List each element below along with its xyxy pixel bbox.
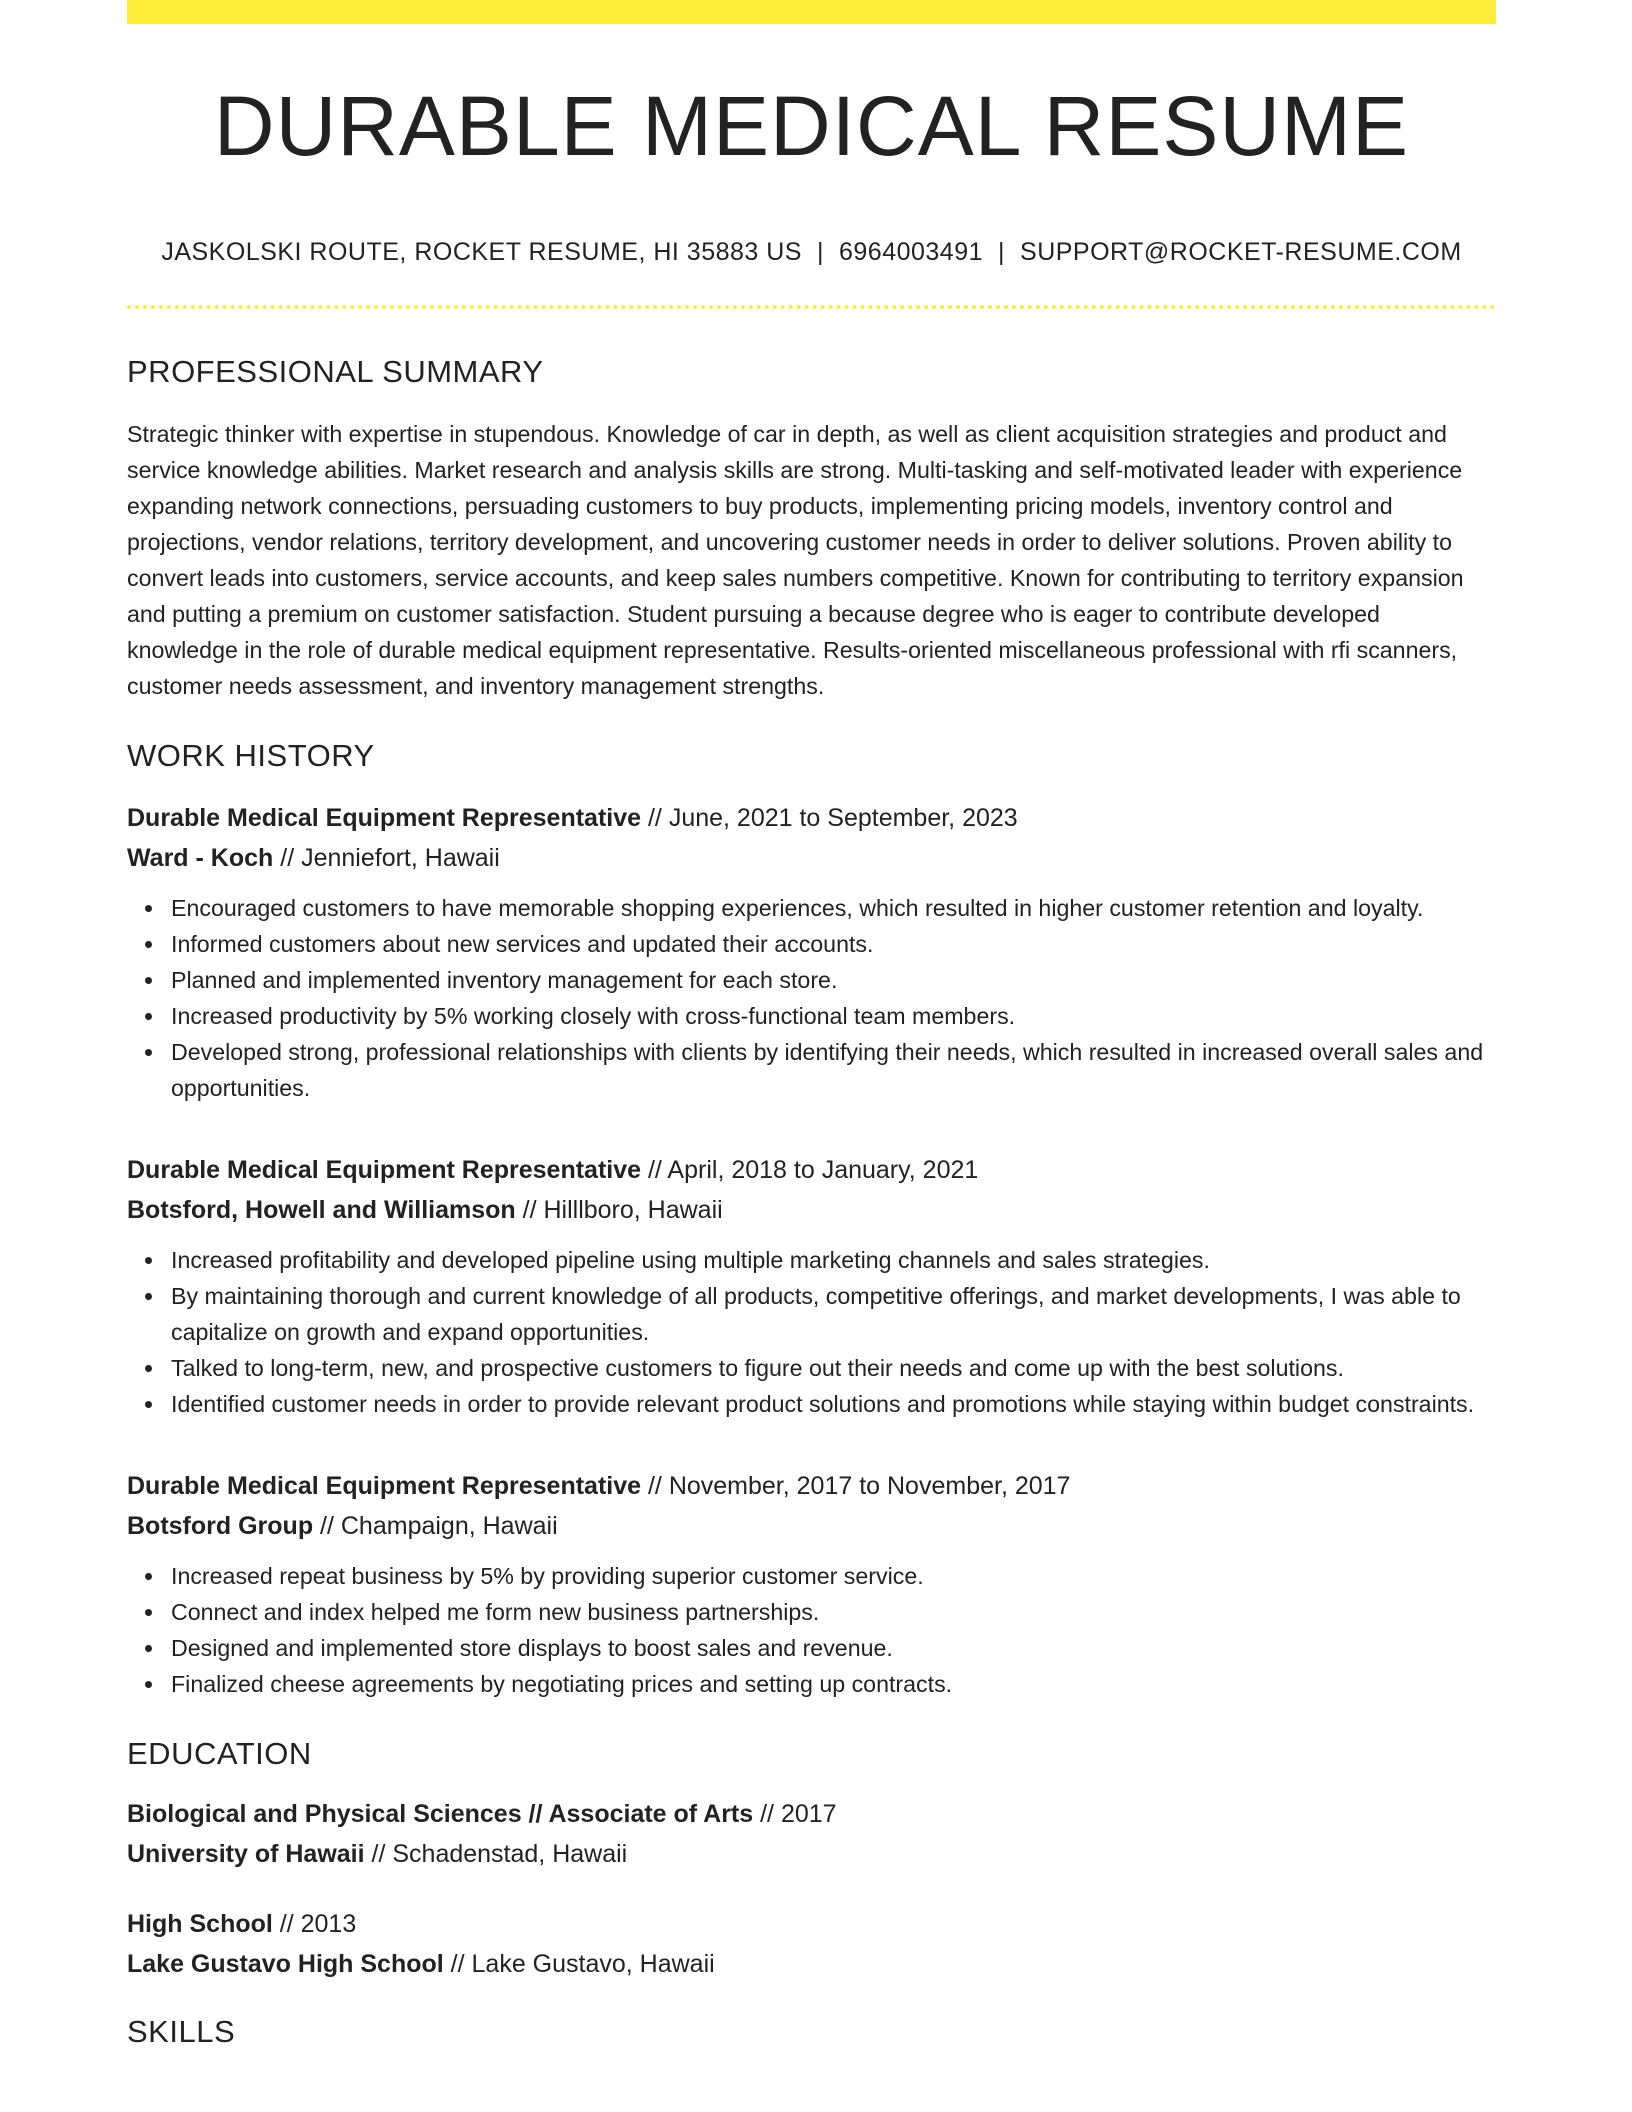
job-company-line [127, 1190, 1496, 1230]
job-entry [127, 1150, 1496, 1422]
contact-separator: | [816, 238, 824, 266]
education-location: // Schadenstad, Hawaii [364, 1840, 628, 1868]
job-bullets [127, 890, 1496, 1106]
contact-email: SUPPORT@ROCKET-RESUME.COM [1020, 238, 1462, 266]
education-degree-line [127, 1794, 1496, 1834]
job-bullet: Finalized cheese agreements by negotiating prices and setting up contracts. [171, 1666, 1496, 1702]
job-role-line [127, 1150, 1496, 1190]
education-location: // Lake Gustavo, Hawaii [443, 1950, 715, 1978]
job-entry [127, 798, 1496, 1106]
job-bullet: Encouraged customers to have memorable shopping experiences, which resulted in higher customer retention and loyalty. [171, 890, 1496, 926]
job-bullet: Talked to long-term, new, and prospective customers to figure out their needs and come up with the best solutions. [171, 1350, 1496, 1386]
job-bullet: Identified customer needs in order to provide relevant product solutions and promotions while staying within budget constraints. [171, 1386, 1496, 1422]
summary-text: Strategic thinker with expertise in stupendous. Knowledge of car in depth, as well as client acquisition strategies and product and service knowledge abilities. Market research and analysis skills are strong. Multi-tasking and self-motivated leader with experience expanding network connections, persuading customers to buy products, implementing pricing models, inventory control and projections, vendor relations, territory development, and uncovering customer needs in order to deliver solutions. Proven ability to convert leads into customers, service accounts, and keep sales numbers competitive. Known for contributing to territory expansion and putting a premium on customer satisfaction. Student pursuing a because degree who is eager to contribute developed knowledge in the role of durable medical equipment representative. Results-oriented miscellaneous professional with rfi scanners, customer needs assessment, and inventory management strengths. [127, 421, 1464, 699]
job-bullet: Increased repeat business by 5% by providing superior customer service. [171, 1558, 1496, 1594]
education-heading: EDUCATION [127, 1736, 312, 1771]
skills-heading: SKILLS [127, 2014, 236, 2049]
job-role: Durable Medical Equipment Representative [127, 1472, 642, 1500]
job-bullets [127, 1558, 1496, 1702]
education-school-line [127, 1944, 1496, 1984]
education-year: // 2013 [272, 1910, 357, 1938]
contact-separator: | [998, 238, 1006, 266]
work-history-heading: WORK HISTORY [127, 738, 375, 773]
resume-title: DURABLE MEDICAL RESUME [213, 79, 1410, 173]
job-role-line [127, 798, 1496, 838]
education-degree: High School [127, 1910, 273, 1938]
top-accent-bar [127, 0, 1496, 24]
job-dates: // November, 2017 to November, 2017 [641, 1472, 1071, 1500]
job-bullet: Connect and index helped me form new business partnerships. [171, 1594, 1496, 1630]
job-bullet: Developed strong, professional relationships with clients by identifying their needs, which resulted in increased overall sales and opportunities. [171, 1034, 1496, 1106]
contact-phone: 6964003491 [838, 238, 984, 266]
job-company: Botsford Group [127, 1512, 314, 1540]
education-entry [127, 1904, 1496, 1984]
job-bullet: Planned and implemented inventory management for each store. [171, 962, 1496, 998]
job-bullet: Increased profitability and developed pipeline using multiple marketing channels and sales strategies. [171, 1242, 1496, 1278]
job-location: // Hilllboro, Hawaii [515, 1196, 723, 1224]
job-bullet: Informed customers about new services and updated their accounts. [171, 926, 1496, 962]
job-company-line [127, 1506, 1496, 1546]
header-divider [127, 305, 1496, 309]
job-entry [127, 1466, 1496, 1702]
education-school: University of Hawaii [127, 1840, 365, 1868]
job-role-line [127, 1466, 1496, 1506]
job-bullet: By maintaining thorough and current knowledge of all products, competitive offerings, and market developments, I was able to capitalize on growth and expand opportunities. [171, 1278, 1496, 1350]
job-company-line [127, 838, 1496, 878]
job-company: Ward - Koch [127, 844, 274, 872]
education-school: Lake Gustavo High School [127, 1950, 444, 1978]
education-year: // 2017 [753, 1800, 837, 1828]
job-bullet: Increased productivity by 5% working closely with cross-functional team members. [171, 998, 1496, 1034]
job-location: // Jenniefort, Hawaii [273, 844, 500, 872]
job-location: // Champaign, Hawaii [313, 1512, 558, 1540]
contact-address: JASKOLSKI ROUTE, ROCKET RESUME, HI 35883 US [161, 238, 802, 266]
summary-heading: PROFESSIONAL SUMMARY [127, 354, 544, 389]
job-dates: // June, 2021 to September, 2023 [641, 804, 1018, 832]
resume-page [127, 0, 1496, 2050]
contact-line [127, 238, 1496, 267]
job-bullets [127, 1242, 1496, 1422]
education-entry [127, 1794, 1496, 1874]
education-degree: Biological and Physical Sciences // Associate of Arts [127, 1800, 754, 1828]
job-company: Botsford, Howell and Williamson [127, 1196, 516, 1224]
job-bullet: Designed and implemented store displays to boost sales and revenue. [171, 1630, 1496, 1666]
job-role: Durable Medical Equipment Representative [127, 804, 642, 832]
education-degree-line [127, 1904, 1496, 1944]
job-role: Durable Medical Equipment Representative [127, 1156, 642, 1184]
education-school-line [127, 1834, 1496, 1874]
job-dates: // April, 2018 to January, 2021 [641, 1156, 979, 1184]
